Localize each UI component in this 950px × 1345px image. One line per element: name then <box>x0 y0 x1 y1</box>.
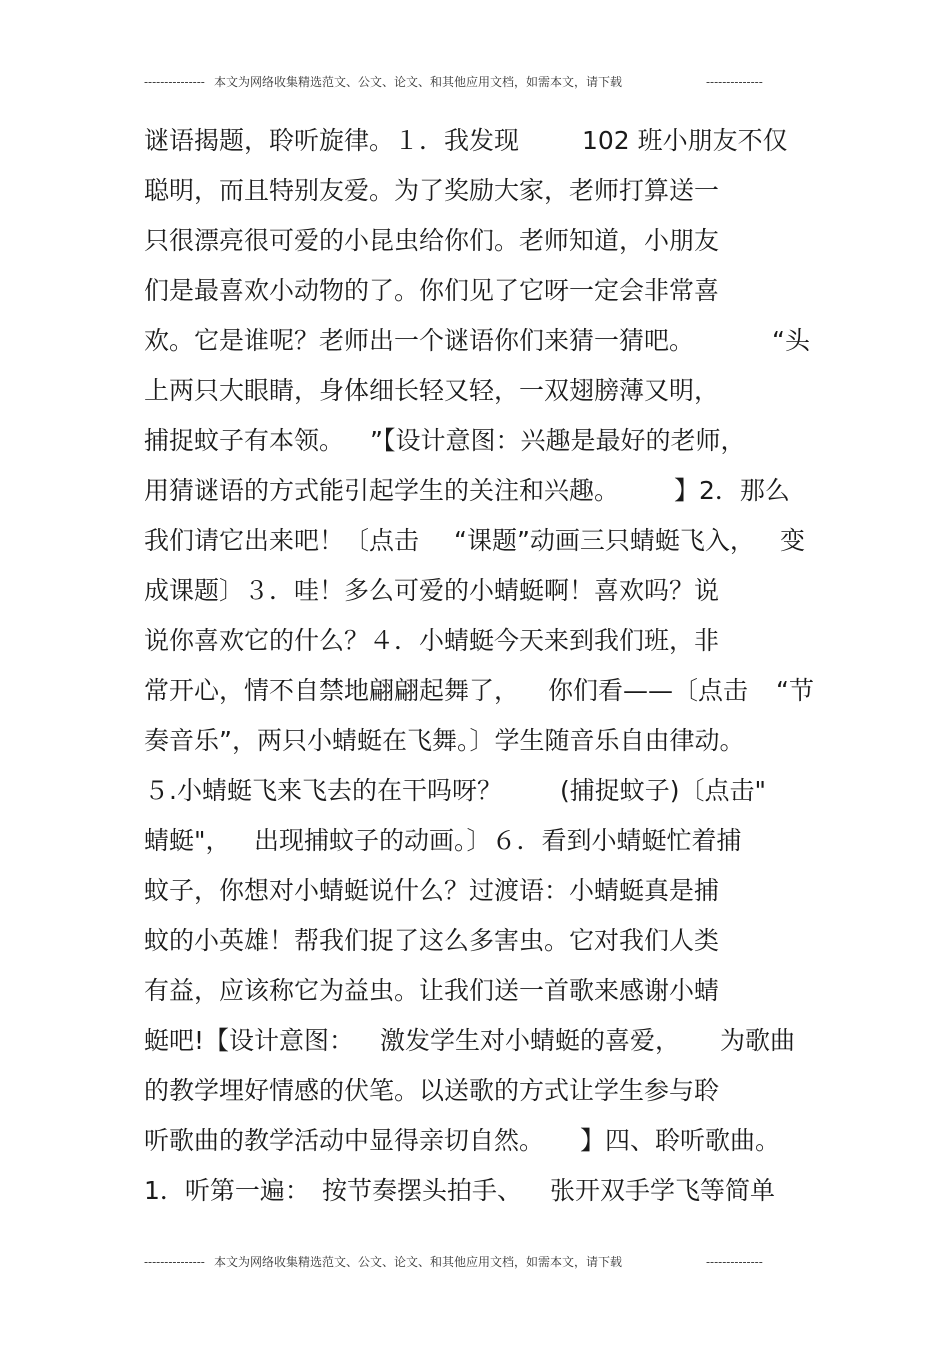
text-segment: 】2．那么 <box>674 476 790 505</box>
text-segment: ５.小蜻蜓飞来飞去的在干吗呀？ <box>144 776 502 805</box>
text-segment: 按节奏摆头拍手、 <box>322 1176 523 1205</box>
text-segment: 蚊的小英雄！帮我们捉了这么多害虫。它对我们人类 <box>144 926 720 955</box>
text-segment: 用猜谜语的方式能引起学生的关注和兴趣。 <box>144 476 620 505</box>
text-line <box>144 1066 824 1116</box>
header-dash-right: -------------- <box>706 75 763 89</box>
text-line <box>144 616 824 666</box>
text-segment: 说你喜欢它的什么？４．小蜻蜓今天来到我们班，非 <box>144 626 720 655</box>
text-segment: 有益，应该称它为益虫。让我们送一首歌来感谢小蜻 <box>144 976 720 1005</box>
text-segment: 激发学生对小蜻蜓的喜爱， <box>380 1026 681 1055</box>
footer-dash-right: -------------- <box>706 1255 763 1269</box>
text-segment: 1．听第一遍： <box>144 1176 310 1205</box>
text-segment: 聪明，而且特别友爱。为了奖励大家，老师打算送一 <box>144 176 720 205</box>
text-line <box>144 116 824 166</box>
text-segment: 变 <box>780 526 806 555</box>
text-line <box>144 366 824 416</box>
text-line <box>144 466 824 516</box>
footer-notice: 本文为网络收集精选范文、公文、论文、和其他应用文档，如需本文，请下载 <box>214 1255 623 1269</box>
text-segment: 奏音乐”，两只小蜻蜓在飞舞。〕学生随音乐自由律动。 <box>144 726 745 755</box>
text-segment: 们是最喜欢小动物的了。你们见了它呀一定会非常喜 <box>144 276 720 305</box>
text-line <box>144 1116 824 1166</box>
text-line <box>144 516 824 566</box>
text-segment: 蚊子，你想对小蜻蜓说什么？过渡语：小蜻蜓真是捕 <box>144 876 720 905</box>
text-segment: 的教学埋好情感的伏笔。以送歌的方式让学生参与聆 <box>144 1076 720 1105</box>
text-segment: 】四、聆听歌曲。 <box>580 1126 781 1155</box>
text-segment: “节 <box>776 676 814 705</box>
text-segment: 上两只大眼睛，身体细长轻又轻，一双翅膀薄又明， <box>144 376 720 405</box>
text-line <box>144 266 824 316</box>
text-line <box>144 1016 824 1066</box>
text-segment: 欢。它是谁呢？老师出一个谜语你们来猜一猜吧。 <box>144 326 695 355</box>
text-line <box>144 216 824 266</box>
text-line <box>144 816 824 866</box>
text-line <box>144 866 824 916</box>
text-segment: 谜语揭题，聆听旋律。１．我发现 <box>144 126 520 155</box>
text-line <box>144 316 824 366</box>
text-segment: 我们请它出来吧！〔点击 <box>144 526 420 555</box>
text-segment: 出现捕蚊子的动画。〕６．看到小蜻蜓忙着捕 <box>254 826 742 855</box>
page-footer <box>0 1252 950 1272</box>
text-segment: ”【设计意图：兴趣是最好的老师， <box>370 426 746 455</box>
header-dash-left: --------------- <box>144 75 205 89</box>
text-segment: 你们看——〔点击 <box>548 676 749 705</box>
text-line <box>144 716 824 766</box>
text-line <box>144 1166 824 1216</box>
page-header <box>0 72 950 92</box>
text-segment: “课题”动画三只蜻蜓飞入， <box>454 526 755 555</box>
text-segment: “头 <box>772 326 810 355</box>
footer-dash-left: --------------- <box>144 1255 205 1269</box>
text-segment: 成课题〕３．哇！多么可爱的小蜻蜓啊！喜欢吗？说 <box>144 576 720 605</box>
text-line <box>144 766 824 816</box>
text-segment: 常开心，情不自禁地翩翩起舞了， <box>144 676 520 705</box>
text-segment: 只很漂亮很可爱的小昆虫给你们。老师知道，小朋友 <box>144 226 720 255</box>
text-line <box>144 966 824 1016</box>
text-segment: 蜓吧!【设计意图： <box>144 1026 355 1055</box>
text-segment: (捕捉蚊子)〔点击" <box>560 776 767 805</box>
text-segment: 张开双手学飞等简单 <box>550 1176 776 1205</box>
text-line <box>144 666 824 716</box>
text-line <box>144 166 824 216</box>
text-line <box>144 416 824 466</box>
text-line <box>144 916 824 966</box>
header-notice: 本文为网络收集精选范文、公文、论文、和其他应用文档，如需本文，请下载 <box>214 75 623 89</box>
text-segment: 捕捉蚊子有本领。 <box>144 426 345 455</box>
text-line <box>144 566 824 616</box>
text-segment: 蜻蜓"， <box>144 826 231 855</box>
document-body <box>144 116 824 1216</box>
text-segment: 听歌曲的教学活动中显得亲切自然。 <box>144 1126 545 1155</box>
text-segment: 102 班小朋友不仅 <box>582 126 788 155</box>
text-segment: 为歌曲 <box>720 1026 796 1055</box>
